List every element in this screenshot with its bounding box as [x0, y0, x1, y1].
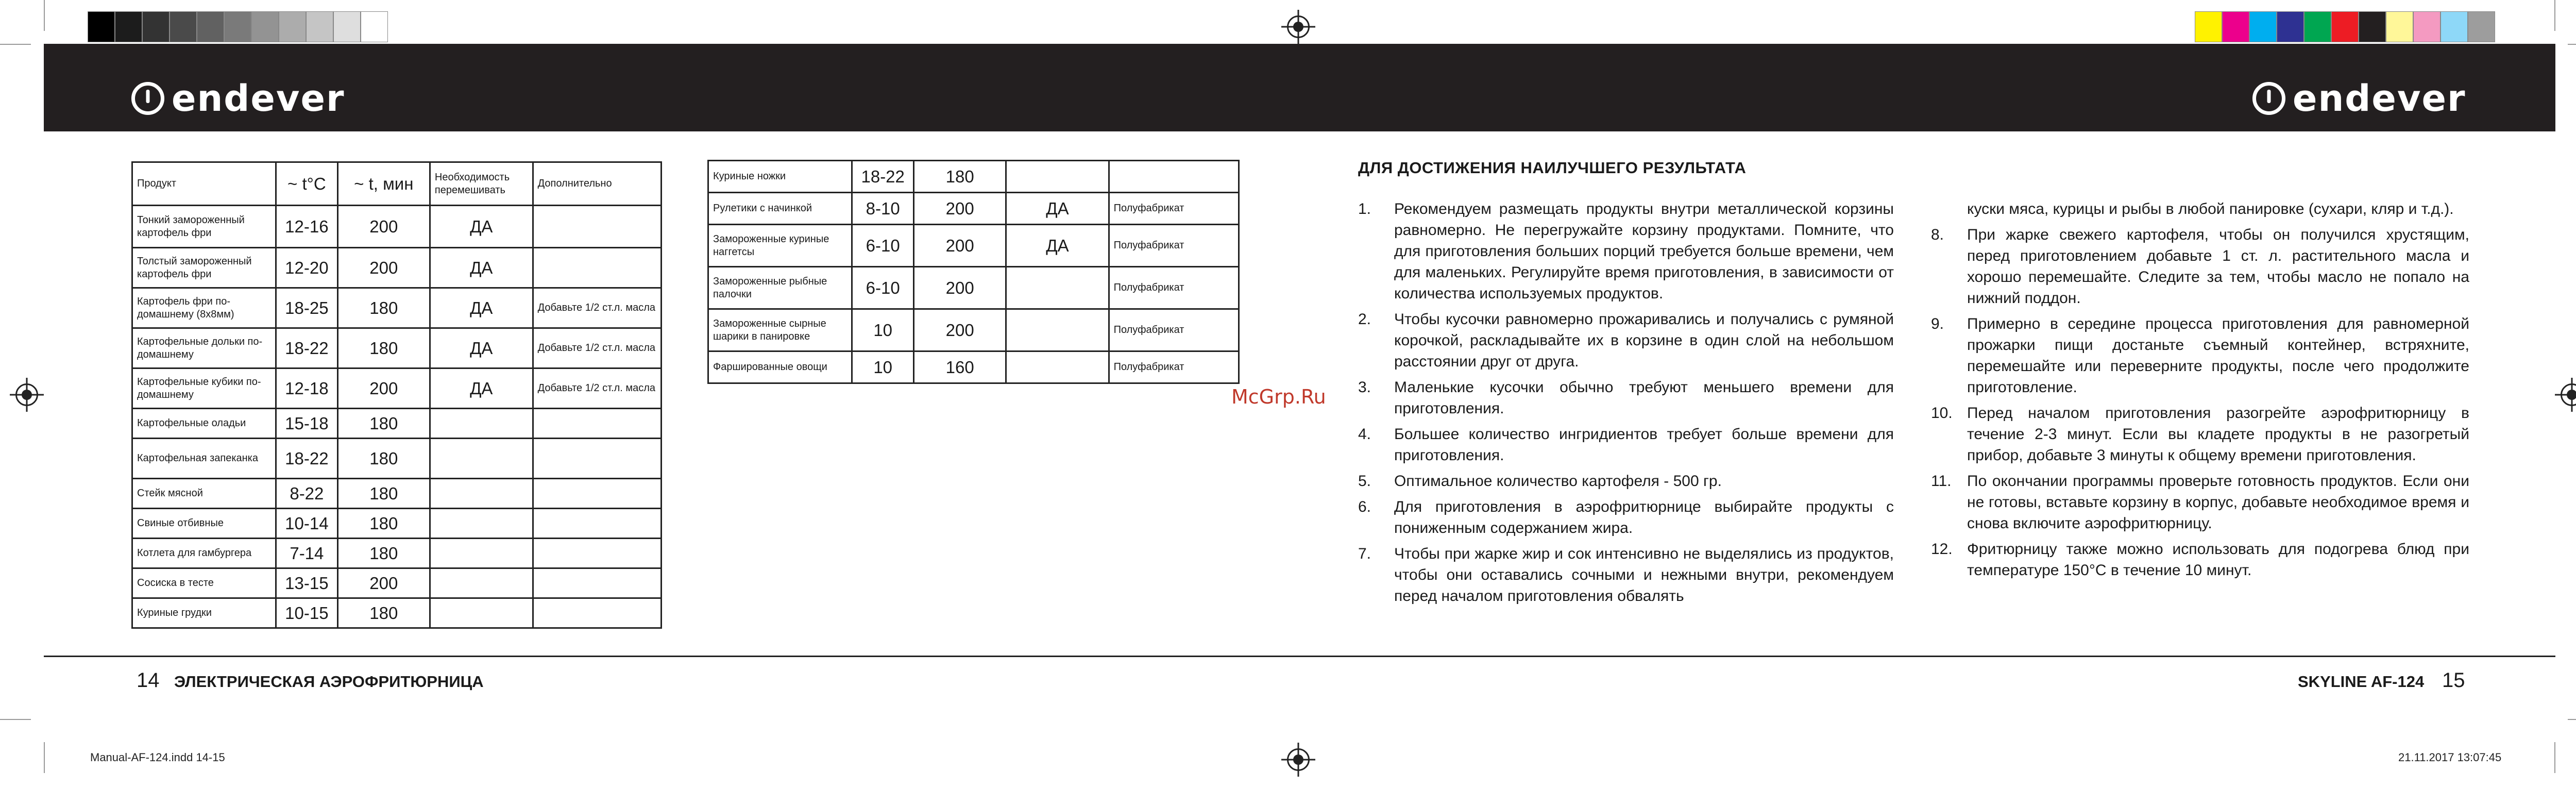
cell-stir	[1006, 161, 1109, 193]
cell-time: 200	[337, 368, 430, 409]
tip-text: Для приготовления в аэрофритюрнице выбирайте продукты с пониженным содержанием жира.	[1394, 498, 1894, 536]
print-swatch	[333, 11, 361, 42]
cell-temperature: 10-14	[276, 509, 338, 539]
tip-number: 1.	[1358, 200, 1371, 217]
cell-temperature: 12-16	[276, 206, 338, 248]
registration-mark-right	[2561, 383, 2576, 406]
cell-stir	[430, 598, 533, 628]
print-swatch	[361, 11, 388, 42]
print-swatch	[2277, 11, 2304, 42]
cell-time: 200	[337, 206, 430, 248]
header-stir: Необходимость перемешивать	[430, 162, 533, 206]
tip-number: 4.	[1358, 426, 1371, 443]
tip-number: 12.	[1931, 541, 1953, 558]
table-row	[132, 439, 662, 479]
print-swatch	[2468, 11, 2495, 42]
cell-extra: Полуфабрикат	[1109, 225, 1239, 267]
cell-product: Картофельная запеканка	[132, 439, 276, 479]
cell-time: 180	[337, 439, 430, 479]
print-swatch	[2359, 11, 2386, 42]
print-swatch	[142, 11, 170, 42]
registration-mark-top	[1287, 15, 1310, 38]
print-swatch	[2441, 11, 2468, 42]
crop-mark	[2568, 719, 2576, 720]
table-row	[132, 409, 662, 439]
cell-product: Свиные отбивные	[132, 509, 276, 539]
cell-product: Сосиска в тесте	[132, 568, 276, 598]
cell-extra	[1109, 161, 1239, 193]
cell-product: Картофельные кубики по-домашнему	[132, 368, 276, 409]
cell-stir: ДА	[1006, 193, 1109, 225]
table-row	[132, 479, 662, 509]
footer-title-left: ЭЛЕКТРИЧЕСКАЯ АЭРОФРИТЮРНИЦА	[174, 673, 484, 691]
tips-column-2	[1931, 198, 2469, 585]
cell-extra: Полуфабрикат	[1109, 193, 1239, 225]
cell-time: 180	[337, 409, 430, 439]
tip-number: 10.	[1931, 405, 1953, 422]
cooking-table-left	[131, 161, 662, 629]
table-row	[132, 568, 662, 598]
tip-number: 6.	[1358, 498, 1371, 515]
cell-product: Куриные грудки	[132, 598, 276, 628]
tip-text: Чтобы при жарке жир и сок интенсивно не выделялись из продуктов, чтобы они оставались сочными и нежными внутри, рекомендуем перед началом приготовления обвалять	[1394, 545, 1894, 605]
cell-temperature: 18-25	[276, 288, 338, 328]
cell-extra	[533, 206, 661, 248]
cell-extra	[533, 509, 661, 539]
table-row	[708, 225, 1239, 267]
tip-text: Фритюрницу также можно использовать для подогрева блюд при температуре 150°С в течение 10 минут.	[1967, 541, 2469, 579]
tip-item	[1358, 471, 1894, 492]
tip-text: Большее количество ингридиентов требует больше времени для приготовления.	[1394, 426, 1894, 464]
cell-stir: ДА	[430, 288, 533, 328]
power-icon	[2252, 82, 2285, 115]
brand-logo-left: endever	[131, 77, 345, 120]
cell-temperature: 18-22	[276, 439, 338, 479]
cell-temperature: 13-15	[276, 568, 338, 598]
tip-7-continued: куски мяса, курицы и рыбы в любой панировке (сухари, кляр и т.д.).	[1967, 200, 2454, 217]
header-time: ~ t, мин	[337, 162, 430, 206]
registration-mark-left	[15, 383, 38, 406]
cell-extra	[533, 479, 661, 509]
table-row	[132, 598, 662, 628]
cell-extra: Полуфабрикат	[1109, 309, 1239, 351]
print-swatch	[115, 11, 142, 42]
print-swatch	[251, 11, 279, 42]
print-swatch	[279, 11, 306, 42]
tip-text: Чтобы кусочки равномерно прожаривались и получались с румяной корочкой, раскладывайте их в корзине в один слой на небольшом расстоянии друг от друга.	[1394, 311, 1894, 370]
cell-stir	[430, 439, 533, 479]
crop-mark	[0, 719, 31, 720]
cell-extra	[533, 248, 661, 288]
print-swatch	[2222, 11, 2249, 42]
tip-item	[1358, 377, 1894, 419]
cell-stir: ДА	[430, 206, 533, 248]
cell-stir	[1006, 351, 1109, 383]
header-product: Продукт	[132, 162, 276, 206]
table-row	[708, 351, 1239, 383]
table-row	[132, 328, 662, 368]
cell-extra: Добавьте 1/2 ст.л. масла	[533, 328, 661, 368]
table-row	[132, 539, 662, 568]
section-title: ДЛЯ ДОСТИЖЕНИЯ НАИЛУЧШЕГО РЕЗУЛЬТАТА	[1358, 159, 1747, 177]
crop-mark	[44, 742, 45, 773]
tip-item	[1358, 496, 1894, 539]
crop-mark	[2554, 0, 2555, 31]
cell-time: 180	[337, 539, 430, 568]
cooking-table-right	[707, 160, 1240, 384]
table-row	[132, 288, 662, 328]
table-row	[132, 206, 662, 248]
footer-title-right: SKYLINE AF-124	[2298, 673, 2425, 691]
crop-mark	[44, 0, 45, 31]
print-swatch	[224, 11, 251, 42]
cell-extra	[533, 409, 661, 439]
header-extra: Дополнительно	[533, 162, 661, 206]
cell-extra	[533, 539, 661, 568]
cell-product: Замороженные сырные шарики в панировке	[708, 309, 852, 351]
cell-product: Котлета для гамбургера	[132, 539, 276, 568]
print-swatch	[197, 11, 224, 42]
tip-text: Примерно в середине процесса приготовления для равномерной прожарки пищи достаньте съемный контейнер, встряхните, перемешайте или переверните продукты, после чего продолжите приготовление.	[1967, 315, 2469, 396]
tip-text: По окончании программы проверьте готовность продуктов. Если они не готовы, вставьте корзину в корпус, добавьте необходимое время и снова включите аэрофритюрницу.	[1967, 473, 2469, 532]
registration-mark-bottom	[1287, 748, 1310, 771]
tip-item	[1931, 224, 2469, 309]
cell-extra	[533, 568, 661, 598]
cell-time: 200	[914, 193, 1006, 225]
tip-number: 2.	[1358, 311, 1371, 328]
cell-temperature: 8-22	[276, 479, 338, 509]
print-swatch	[306, 11, 333, 42]
cell-stir	[430, 409, 533, 439]
cell-product: Тонкий замороженный картофель фри	[132, 206, 276, 248]
cell-time: 200	[337, 248, 430, 288]
tip-text: При жарке свежего картофеля, чтобы он получился хрустящим, перед приготовлением добавьте 1 ст. л. растительного масла и хорошо перемешайте. Следите за тем, чтобы масло не попало на нижний поддон.	[1967, 226, 2469, 307]
cell-stir	[430, 509, 533, 539]
cell-time: 180	[337, 288, 430, 328]
cell-temperature: 8-10	[852, 193, 914, 225]
cell-stir	[430, 539, 533, 568]
cell-stir: ДА	[1006, 225, 1109, 267]
table-row	[708, 161, 1239, 193]
cell-temperature: 6-10	[852, 267, 914, 309]
table-row	[132, 248, 662, 288]
table-row	[132, 509, 662, 539]
tip-text: Оптимальное количество картофеля - 500 гр.	[1394, 473, 1722, 490]
cell-extra	[533, 598, 661, 628]
print-swatch	[88, 11, 115, 42]
table-row	[708, 193, 1239, 225]
tip-text: Маленькие кусочки обычно требуют меньшего времени для приготовления.	[1394, 379, 1894, 417]
cell-temperature: 18-22	[852, 161, 914, 193]
tip-text: Рекомендуем размещать продукты внутри металлической корзины равномерно. Не перегружайте корзину продуктами. Помните, что для приготовления больших порций требуется больше времени, чем для маленьких. Регулируйте время приготовления, в зависимости от количества используемых продуктов.	[1394, 200, 1894, 302]
cell-temperature: 10-15	[276, 598, 338, 628]
gray-swatch-bar	[88, 11, 388, 42]
crop-mark	[0, 44, 31, 45]
print-swatch	[2304, 11, 2331, 42]
cell-stir: ДА	[430, 368, 533, 409]
cell-temperature: 7-14	[276, 539, 338, 568]
cell-product: Толстый замороженный картофель фри	[132, 248, 276, 288]
header-temperature: ~ t°C	[276, 162, 338, 206]
cell-stir: ДА	[430, 328, 533, 368]
cell-extra: Добавьте 1/2 ст.л. масла	[533, 288, 661, 328]
cell-product: Замороженные куриные наггетсы	[708, 225, 852, 267]
tip-item	[1931, 471, 2469, 534]
print-swatch	[170, 11, 197, 42]
cell-temperature: 18-22	[276, 328, 338, 368]
tip-item	[1358, 424, 1894, 466]
tip-item	[1358, 309, 1894, 372]
table-row	[132, 368, 662, 409]
cell-time: 200	[337, 568, 430, 598]
tip-number: 3.	[1358, 379, 1371, 396]
cell-time: 180	[337, 509, 430, 539]
cell-time: 200	[914, 267, 1006, 309]
tip-item	[1358, 543, 1894, 607]
cell-product: Замороженные рыбные палочки	[708, 267, 852, 309]
page-number-left: 14	[137, 669, 160, 692]
tip-item	[1931, 539, 2469, 581]
cell-stir	[430, 568, 533, 598]
cell-product: Куриные ножки	[708, 161, 852, 193]
cell-product: Картофельные дольки по-домашнему	[132, 328, 276, 368]
cell-stir	[1006, 267, 1109, 309]
cell-time: 160	[914, 351, 1006, 383]
cell-temperature: 10	[852, 309, 914, 351]
cell-extra	[533, 439, 661, 479]
cell-time: 180	[914, 161, 1006, 193]
slug-date: 21.11.2017 13:07:45	[2398, 751, 2502, 764]
cell-time: 200	[914, 225, 1006, 267]
table-row	[708, 309, 1239, 351]
brand-logo-right: endever	[2252, 77, 2466, 120]
tip-number: 11.	[1931, 473, 1952, 490]
crop-mark	[2568, 44, 2576, 45]
tip-item	[1931, 403, 2469, 466]
print-swatch	[2249, 11, 2277, 42]
table-header-row	[132, 162, 662, 206]
cell-extra: Добавьте 1/2 ст.л. масла	[533, 368, 661, 409]
cell-time: 200	[914, 309, 1006, 351]
cell-product: Фаршированные овощи	[708, 351, 852, 383]
cell-time: 180	[337, 598, 430, 628]
cell-product: Рулетики с начинкой	[708, 193, 852, 225]
cell-temperature: 12-20	[276, 248, 338, 288]
cell-temperature: 6-10	[852, 225, 914, 267]
cell-product: Стейк мясной	[132, 479, 276, 509]
print-swatch	[2331, 11, 2359, 42]
cell-time: 180	[337, 328, 430, 368]
cell-stir: ДА	[430, 248, 533, 288]
tips-column-1	[1358, 198, 1894, 611]
slug-filename: Manual-AF-124.indd 14-15	[90, 751, 225, 764]
tip-item	[1931, 313, 2469, 398]
table-row	[708, 267, 1239, 309]
cell-temperature: 10	[852, 351, 914, 383]
cell-extra: Полуфабрикат	[1109, 267, 1239, 309]
cell-product: Картофель фри по-домашнему (8х8мм)	[132, 288, 276, 328]
tip-text: Перед началом приготовления разогрейте аэрофритюрницу в течение 2-3 минут. Если вы кладете продукты в не разогретый прибор, добавьте 3 минуты к общему времени приготовления.	[1967, 405, 2469, 464]
tip-number: 5.	[1358, 473, 1371, 490]
tip-item	[1358, 198, 1894, 304]
tip-number: 7.	[1358, 545, 1371, 562]
tip-number: 8.	[1931, 226, 1944, 243]
page-number-right: 15	[2442, 669, 2465, 692]
cell-extra: Полуфабрикат	[1109, 351, 1239, 383]
cell-stir	[1006, 309, 1109, 351]
cell-temperature: 15-18	[276, 409, 338, 439]
footer-rule	[44, 656, 2555, 657]
print-swatch	[2195, 11, 2222, 42]
cell-temperature: 12-18	[276, 368, 338, 409]
cell-product: Картофельные оладьи	[132, 409, 276, 439]
power-icon	[131, 82, 164, 115]
crop-mark	[2554, 742, 2555, 773]
cell-stir	[430, 479, 533, 509]
cell-time: 180	[337, 479, 430, 509]
watermark: McGrp.Ru	[1231, 385, 1326, 408]
print-swatch	[2413, 11, 2441, 42]
color-swatch-bar	[2195, 11, 2495, 42]
header-band	[44, 44, 2555, 131]
print-swatch	[2386, 11, 2413, 42]
tip-number: 9.	[1931, 315, 1944, 332]
